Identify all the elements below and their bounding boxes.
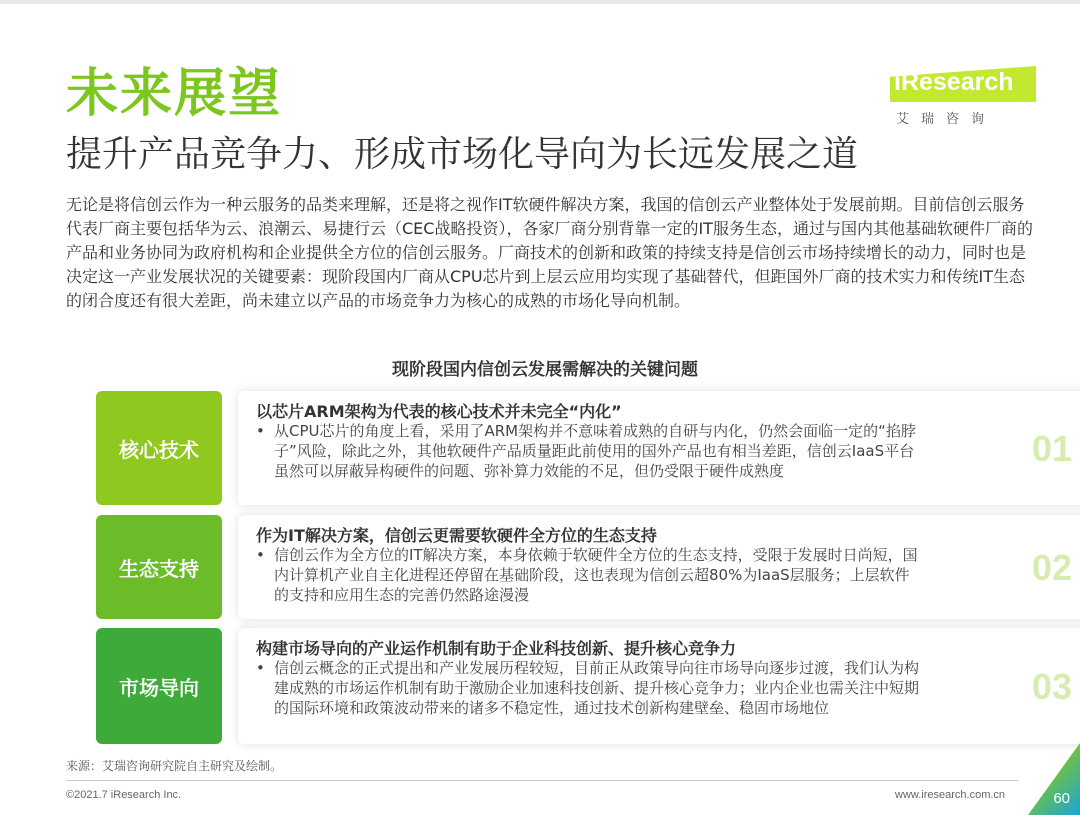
issue-heading-2: 作为IT解决方案，信创云更需要软硬件全方位的生态支持 <box>256 526 657 545</box>
issue-tag-2: 生态支持 <box>96 515 222 619</box>
page-subtitle: 提升产品竞争力、形成市场化导向为长远发展之道 <box>66 134 859 175</box>
logo-brand-text: iResearch <box>894 68 1014 96</box>
bullet-icon: • <box>256 546 265 564</box>
website-link[interactable]: www.iresearch.com.cn <box>895 789 1006 801</box>
issue-tag-3: 市场导向 <box>96 628 222 744</box>
issue-heading-3: 构建市场导向的产业运作机制有助于企业科技创新、提升核心竞争力 <box>256 639 737 658</box>
source-note: 来源：艾瑞咨询研究院自主研究及绘制。 <box>66 759 283 773</box>
issue-body-1: 从CPU芯片的角度上看，采用了ARM架构并不意味着成熟的自研与内化，仍然会面临一定的“掐脖子”风险，除此之外，其他软硬件产品质量距此前使用的国外产品也有相当差距，信创云IaaS平台虽然可以屏蔽异构硬件的问题、弥补算力效能的不足，但仍受限于硬件成熟度 <box>274 422 916 480</box>
top-divider <box>0 0 1080 4</box>
page-title: 未来展望 <box>66 64 283 124</box>
footer-divider <box>66 780 1018 781</box>
issue-heading-1: 以芯片ARM架构为代表的核心技术并未完全“内化” <box>256 402 622 421</box>
issue-body-2: 信创云作为全方位的IT解决方案，本身依赖于软硬件全方位的生态支持，受限于发展时日尚短，国内计算机产业自主化进程还停留在基础阶段，这也表现为信创云超80%为IaaS层服务；上层软件的支持和应用生态的完善仍然路途漫漫 <box>274 546 918 604</box>
intro-paragraph: 无论是将信创云作为一种云服务的品类来理解，还是将之视作IT软硬件解决方案，我国的信创云产业整体处于发展前期。目前信创云服务代表厂商主要包括华为云、浪潮云、易捷行云（CEC战略投资），各家厂商分别背靠一定的IT服务生态，通过与国内其他基础软硬件厂商的产品和业务协同为政府机构和企业提供全方位的信创云服务。厂商技术的创新和政策的持续支持是信创云市场持续增长的动力，同时也是决定这一产业发展状况的关键要素：现阶段国内厂商从CPU芯片到上层云应用均实现了基础替代，但距国外厂商的技术实力和传统IT生态的闭合度还有很大差距，尚未建立以产品的市场竞争力为核心的成熟的市场化导向机制。 <box>66 195 1033 310</box>
bullet-icon: • <box>256 659 265 677</box>
issue-card-3 <box>238 628 1080 744</box>
issue-number-3: 03 <box>1031 666 1072 707</box>
copyright-text: ©2021.7 iResearch Inc. <box>66 789 182 801</box>
issue-card-1 <box>238 391 1080 505</box>
issue-body-3: 信创云概念的正式提出和产业发展历程较短，目前正从政策导向往市场导向逐步过渡，我们认为构建成熟的市场运作机制有助于激励企业加速科技创新、提升核心竞争力；业内企业也需关注中短期的国际环境和政策波动带来的诸多不稳定性，通过技术创新构建壁垒、稳固市场地位 <box>274 659 920 717</box>
logo-chinese-text: 艾瑞咨询 <box>896 112 997 127</box>
bullet-icon: • <box>256 422 265 440</box>
issue-card-2 <box>238 515 1080 619</box>
iresearch-logo <box>890 62 1040 132</box>
issue-tag-1: 核心技术 <box>96 391 222 505</box>
issue-number-2: 02 <box>1031 547 1072 588</box>
page-number: 60 <box>1053 790 1070 807</box>
section-heading: 现阶段国内信创云发展需解决的关键问题 <box>392 360 698 380</box>
issue-number-1: 01 <box>1031 428 1072 469</box>
